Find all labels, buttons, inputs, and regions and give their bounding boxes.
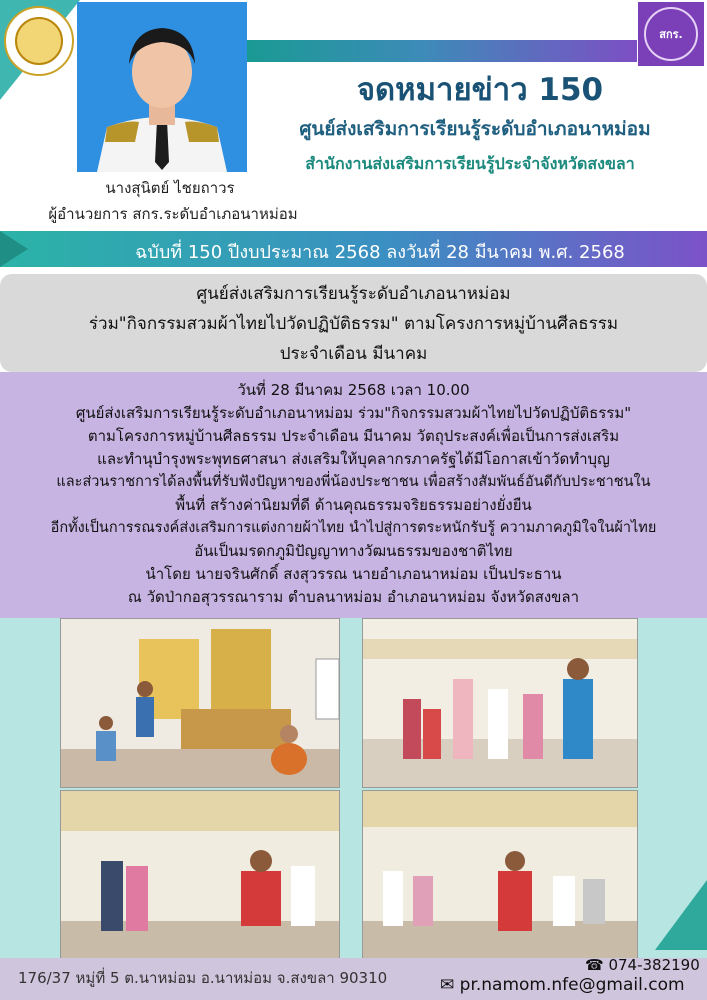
body-line: และส่วนราชการได้ลงพื้นที่รับฟังปัญหาของพี่น้องประชาชน เพื่อสร้างสัมพันธ์อันดีกับประชาชนใน [56, 474, 651, 490]
photo-participants-seated [362, 618, 638, 788]
director-name: นางสุนิตย์ ไชยถาวร [105, 179, 235, 197]
body-line: อีกทั้งเป็นการรณรงค์ส่งเสริมการแต่งกายผ้าไทย นำไปสู่การตระหนักรับรู้ ความภาคภูมิใจในผ้าไทย [50, 520, 657, 536]
body-line: วันที่ 28 มีนาคม 2568 เวลา 10.00 [237, 381, 470, 399]
headline-box [0, 274, 707, 372]
body-line: และทำนุบำรุงพระพุทธศาสนา ส่งเสริมให้บุคลากรภาครัฐได้มีโอกาสเข้าวัดทำบุญ [97, 450, 610, 468]
office-name: สำนักงานส่งเสริมการเรียนรู้ประจำจังหวัดสงขลา [305, 154, 635, 173]
photo-shrine-ceremony [60, 618, 340, 788]
body-line: นำโดย นายจรินศักดิ์ สงสุวรรณ นายอำเภอนาหม่อม เป็นประธาน [145, 565, 562, 583]
mail-icon: ✉ [440, 975, 455, 995]
headline-line: ร่วม"กิจกรรมสวมผ้าไทยไปวัดปฏิบัติธรรม" ตามโครงการหมู่บ้านศีลธรรม [88, 314, 619, 334]
header-color-band [247, 40, 637, 62]
footer-email[interactable] [440, 975, 685, 995]
footer-phone [585, 956, 700, 974]
portrait-illustration [77, 2, 247, 172]
body-line: อันเป็นมรดกภูมิปัญญาทางวัฒนธรรมของชาติไทย [194, 542, 513, 560]
phone-icon: ☎ [585, 956, 604, 974]
body-line: ณ วัดป่ากอสุวรรณาราม ตำบลนาหม่อม อำเภอนาหม่อม จังหวัดสงขลา [127, 588, 580, 606]
director-portrait [77, 2, 247, 172]
phone-number: 074-382190 [608, 956, 700, 974]
center-name: ศูนย์ส่งเสริมการเรียนรู้ระดับอำเภอนาหม่อม [299, 118, 651, 140]
body-line: ศูนย์ส่งเสริมการเรียนรู้ระดับอำเภอนาหม่อม ร่วม"กิจกรรมสวมผ้าไทยไปวัดปฏิบัติธรรม" [75, 404, 632, 422]
footer-address: 176/37 หมู่ที่ 5 ต.นาหม่อม อ.นาหม่อม จ.สงขลา 90310 [18, 969, 388, 987]
article-body [0, 372, 707, 618]
photo-hall-right [362, 790, 638, 960]
newsletter-title: จดหมายข่าว 150 [356, 72, 604, 108]
issue-info: ฉบับที่ 150 ปีงบประมาณ 2568 ลงวันที่ 28 มีนาคม พ.ศ. 2568 [135, 242, 625, 263]
right-logo-ring: สกร. [644, 7, 698, 61]
left-logo [4, 6, 74, 76]
email-address[interactable]: pr.namom.nfe@gmail.com [459, 975, 685, 995]
headline-line: ศูนย์ส่งเสริมการเรียนรู้ระดับอำเภอนาหม่อม [196, 284, 511, 304]
body-line: ตามโครงการหมู่บ้านศีลธรรม ประจำเดือน มีนาคม วัตถุประสงค์เพื่อเป็นการส่งเสริม [87, 427, 620, 445]
body-line: พื้นที่ สร้างค่านิยมที่ดี ด้านคุณธรรมจริยธรรมอย่างยั่งยืน [175, 496, 532, 514]
left-logo-emblem [15, 17, 63, 65]
director-position: ผู้อำนวยการ สกร.ระดับอำเภอนาหม่อม [48, 205, 298, 223]
right-logo [638, 2, 704, 66]
headline-line: ประจำเดือน มีนาคม [279, 344, 428, 364]
photo-hall-left [60, 790, 340, 960]
